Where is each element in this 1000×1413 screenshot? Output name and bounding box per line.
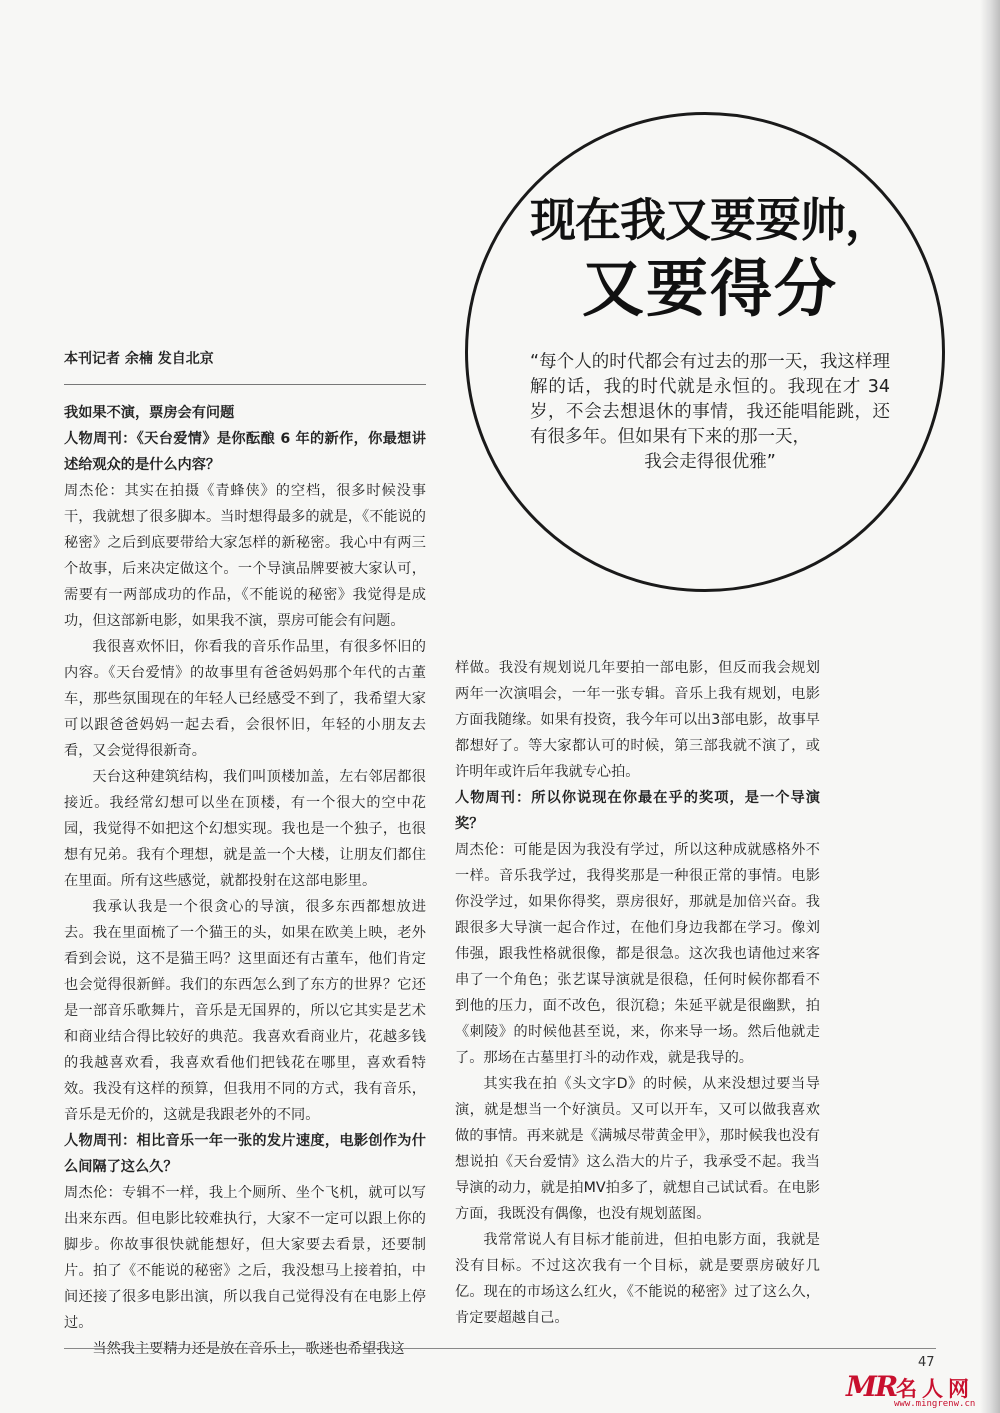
article-title — [500, 190, 920, 328]
page-number: 47 — [918, 1355, 935, 1370]
paragraph: 当然我主要精力还是放在音乐上，歌迷也希望我这 — [92, 1341, 405, 1357]
pull-quote — [530, 350, 890, 475]
title-line-1: 现在我又要耍帅， — [530, 193, 890, 247]
watermark-logo: MR — [846, 1370, 897, 1403]
footer-rule — [64, 1348, 936, 1349]
title-line-2: 又要得分 — [581, 252, 838, 325]
pull-quote-end: 我会走得很优雅” — [644, 452, 776, 472]
paragraph: 我常常说人有目标才能前进，但拍电影方面，我就是没有目标。不过这次我有一个目标，就是要票房破好几亿。现在的市场这么红火，《不能说的秘密》过了这么久，肯定要超越自己。 — [455, 1232, 820, 1326]
section-heading: 我如果不演，票房会有问题 — [64, 405, 235, 421]
pull-quote-text: “每个人的时代都会有过去的那一天，我这样理解的话，我的时代就是永恒的。我现在才 34 岁，不会去想退休的事情，我还能唱能跳，还有很多年。但如果有下来的那一天， — [530, 352, 890, 447]
interview-answer: 周杰伦：专辑不一样，我上个厕所、坐个飞机，就可以写出来东西。但电影比较难执行，大家不一定可以跟上你的脚步。你故事很快就能想好，但大家要去看景，还要制片。拍了《不能说的秘密》之后，我没想马上接着拍，中间还接了很多电影出演，所以我自己觉得没有在电影上停过。 — [64, 1185, 426, 1331]
watermark-name: 名人网 — [896, 1376, 974, 1401]
paragraph: 样做。我没有规划说几年要拍一部电影，但反而我会规划两年一次演唱会，一年一张专辑。音乐上我有规划，电影方面我随缘。如果有投资，我今年可以出3部电影，故事早都想好了。等大家都认可的时候，第三部我就不演了，或许明年或许后年我就专心拍。 — [455, 660, 820, 780]
interview-answer: 周杰伦：可能是因为我没有学过，所以这种成就感格外不一样。音乐我学过，我得奖那是一种很正常的事情。电影你没学过，如果你得奖，票房很好，那就是加倍兴奋。我跟很多大导演一起合作过，在他们身边我都在学习。像刘伟强，跟我性格就很像，都是很急。这次我也请他过来客串了一个角色；张艺谋导演就是很稳，任何时候你都看不到他的压力，面不改色，很沉稳；朱延平就是很幽默，拍《刺陵》的时候他甚至说，来，你来导一场。然后他就走了。那场在古墓里打斗的动作戏，就是我导的。 — [455, 842, 820, 1066]
watermark-url: www.mingrenw.cn — [894, 1399, 976, 1409]
watermark — [832, 1370, 1000, 1413]
byline-divider — [64, 384, 426, 385]
paragraph: 天台这种建筑结构，我们叫顶楼加盖，左右邻居都很接近。我经常幻想可以坐在顶楼，有一个很大的空中花园，我觉得不如把这个幻想实现。我也是一个独子，也很想有兄弟。我有个理想，就是盖一个大楼，让朋友们都住在里面。所有这些感觉，就都投射在这部电影里。 — [64, 769, 426, 889]
interview-answer: 周杰伦：其实在拍摄《青蜂侠》的空档，很多时候没事干，我就想了很多脚本。当时想得最多的就是，《不能说的秘密》之后到底要带给大家怎样的新秘密。我心中有两三个故事，后来决定做这个。一个导演品牌要被大家认可，需要有一两部成功的作品，《不能说的秘密》我觉得是成功，但这部新电影，如果我不演，票房可能会有问题。 — [64, 483, 426, 629]
paragraph: 我很喜欢怀旧，你看我的音乐作品里，有很多怀旧的内容。《天台爱情》的故事里有爸爸妈妈那个年代的古董车，那些氛围现在的年轻人已经感受不到了，我希望大家可以跟爸爸妈妈一起去看，会很怀旧，年轻的小朋友去看，又会觉得很新奇。 — [64, 639, 426, 759]
page-fold-shadow — [980, 0, 1000, 1413]
byline: 本刊记者 余楠 发自北京 — [64, 351, 214, 367]
paragraph: 其实我在拍《头文字D》的时候，从来没想过要当导演，就是想当一个好演员。又可以开车，又可以做我喜欢做的事情。再来就是《满城尽带黄金甲》，那时候我也没有想说拍《天台爱情》这么浩大的片子，我承受不起。我当导演的动力，就是拍MV拍多了，就想自己试试看。在电影方面，我既没有偶像，也没有规划蓝图。 — [455, 1076, 820, 1222]
left-column — [64, 398, 426, 1362]
paragraph: 我承认我是一个很贪心的导演，很多东西都想放进去。我在里面梳了一个猫王的头，如果在欧美上映，老外看到会说，这不是猫王吗？这里面还有古董车，他们肯定也会觉得很新鲜。我们的东西怎么到了东方的世界？它还是一部音乐歌舞片，音乐是无国界的，所以它其实是艺术和商业结合得比较好的典范。我喜欢看商业片，花越多钱的我越喜欢看，我喜欢看他们把钱花在哪里，喜欢看特效。我没有这样的预算，但我用不同的方式，我有音乐，音乐是无价的，这就是我跟老外的不同。 — [64, 899, 426, 1123]
right-column — [455, 655, 820, 1331]
interview-question: 人物周刊：所以你说现在你最在乎的奖项，是一个导演奖？ — [455, 790, 820, 832]
interview-question: 人物周刊：相比音乐一年一张的发片速度，电影创作为什么间隔了这么久？ — [64, 1133, 426, 1175]
interview-question: 人物周刊：《天台爱情》是你酝酿 6 年的新作，你最想讲述给观众的是什么内容？ — [64, 431, 426, 473]
